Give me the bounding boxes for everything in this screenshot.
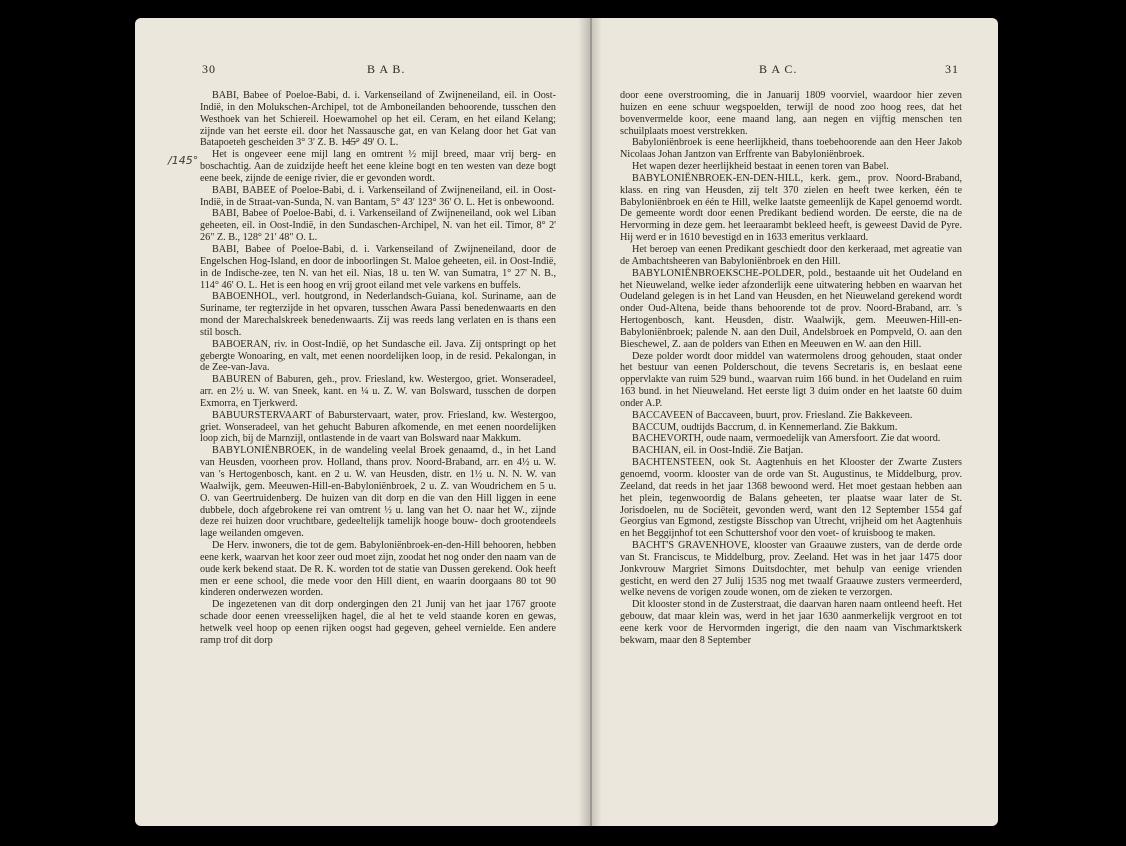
paragraph: Het wapen dezer heerlijkheid bestaat in eenen toren van Babel. (632, 161, 889, 173)
paragraph: door eene overstrooming, die in Januarij 1809 voorviel, waardoor hier zeven huizen en eene schuur wegspoelden, terwijl de nood zoo hoog rees, dat het bovenvermelde koor, eene maand lang, aan negen en vijftig menschen ten schuilplaats moest verstrekken. (620, 90, 962, 137)
right-page-number: 31 (945, 62, 959, 76)
paragraph: BACHEVORTH, oude naam, vermoedelijk van Amersfoort. Zie dat woord. (632, 433, 941, 445)
right-page-text (620, 90, 962, 647)
paragraph: BABYLONIËNBROEKSCHE-POLDER, pold., bestaande uit het Oudeland en het Nieuweland, welke ieder afzonderlijk eene uitwatering hebben en waarvan het Oudeland gelegen is in het Land van Heusden, en het Nieuweland gerekend wordt onder Oud-Altena, beide thans behoorende tot de prov. Noord-Braband, arr. 's Hertogenbosch, kant. Heusden, distr. Waalwijk, gem. Meeuwen-Hill-en-Babyloniënbroek; palende N. aan den Duil, Andelsbroek en Pompveld, O. aan den Bieschewel, Z. aan de polders van Ethen en Meeuwen en W. aan den Hill. (620, 267, 962, 350)
paragraph: De Herv. inwoners, die tot de gem. Babyloniënbroek-en-den-Hill behooren, hebben eene kerk, waarvan het koor zeer oud moet zijn, zoodat het nog onder den naam van de oude kerk bekend staat. De R. K. worden tot de statie van Dussen gerekend. Ook heeft men er eene school, die mede voor den Hill dient, en waarin doorgaans 80 tot 90 kinderen onderwezen worden. (200, 540, 556, 599)
paragraph: BABUREN of Baburen, geh., prov. Friesland, kw. Westergoo, griet. Wonseradeel, arr. en 2½ u. W. van Sneek, kant. en ¼ u. Z. W. van Bolsward, tusschen de dorpen Exmorra, en Tjerkwerd. (200, 374, 556, 409)
paragraph: BACCAVEEN of Baccaveen, buurt, prov. Friesland. Zie Bakkeveen. (632, 409, 913, 421)
left-page-number: 30 (202, 62, 216, 76)
paragraph: Deze polder wordt door middel van watermolens droog gehouden, staat onder het bestuur van eenen Polderschout, die tevens Secretaris is, en beslaat eene oppervlakte van ruim 529 bund., waarvan ruim 166 bund. in het Oudeland en ruim 163 bund. in het Nieuweland. Het eerste ligt 3 duim onder en het laatste 60 duim onder A.P. (620, 350, 962, 409)
paragraph: Het is ongeveer eene mijl lang en omtrent ½ mijl breed, maar vrij berg- en boschachtig. Aan de zuidzijde heeft het eene kleine bogt en ten westen van deze bogt eene beek, zijnde de eenige rivier, die er gevonden wordt. (200, 149, 556, 184)
right-running-head: B A C. (759, 62, 798, 76)
margin-note: /145° (168, 154, 199, 167)
paragraph: BACHTENSTEEN, ook St. Aagtenhuis en het Klooster der Zwarte Zusters genoemd, voorm. klooster van de orde van St. Augustinus, te Middelburg, prov. Zeeland, dat reeds in het jaar 1368 bewoond werd. Het moet gestaan hebben aan het plein, tegenwoordig de Balans geheeten, ter plaatse waar later de St. Jorisdoelen, nu de Sociëteit, gevonden werd, want den 12 September 1554 gaf Georgius van Egmond, zestigste Bisschop van Utrecht, vrijheid om het Aagtenhuis en het Beggijnhof tot een Schuttershof voor den voet- of kruisboog te maken. (620, 457, 962, 540)
paragraph: BABI, Babee of Poeloe-Babi, d. i. Varkenseiland of Zwijneneiland, ook wel Liban geheeten, eil. in Oost-Indië, in den Sundaschen-Archipel, N. van het eil. Timor, 8° 2' 26" Z. B., 128° 21' 48" O. L. (200, 208, 556, 244)
left-page-text (200, 90, 556, 647)
paragraph: BABI, BABEE of Poeloe-Babi, d. i. Varkenseiland of Zwijneneiland, eil. in Oost-Indië, in de Straat-van-Sunda, N. van Bantam, 5° 43' 123° 36' O. L. Het is onbewoond. (200, 184, 556, 208)
paragraph: Het beroep van eenen Predikant geschiedt door den kerkeraad, met agreatie van de Ambachtsheeren van Babyloniënbroek en den Hill. (620, 243, 962, 267)
paragraph: BABOERAN, riv. in Oost-Indië, op het Sundasche eil. Java. Zij ontspringt op het gebergte Wonoaring, en valt, met eenen noordelijken loop, in de resid. Pekalongan, in de Zee-van-Java. (200, 338, 556, 374)
paragraph: BACHIAN, eil. in Oost-Indië. Zie Batjan. (632, 445, 804, 457)
paragraph: BABUURSTERVAART of Baburstervaart, water, prov. Friesland, kw. Westergoo, griet. Wonseradeel, van het gehucht Baburen afkomende, en met eenen noordelijken loop zich, bij de Marnzijl, ontlastende in de vaart van Bolsward naar Makkum. (200, 409, 556, 445)
paragraph: BACCUM, oudtijds Baccrum, d. in Kennemerland. Zie Bakkum. (632, 421, 898, 433)
paragraph: Babyloniënbroek is eene heerlijkheid, thans toebehoorende aan den Heer Jakob Nicolaas Johan Jantzon van Erffrente van Babyloniënbroek. (620, 137, 962, 161)
paragraph: BABYLONIËNBROEK, in de wandeling veelal Broek genaamd, d., in het Land van Heusden, voorheen prov. Holland, thans prov. Noord-Braband, arr. en 4½ u. W. van 's Hertogenbosch, kant. en 2 u. W. van Heusden, distr. en 1½ u. N. N. W. van Waalwijk, gem. Meeuwen-Hill-en-Babyloniënbroek, 2 u. Z. van Woudrichem en 5 u. O. van Geertruidenberg. De huizen van dit dorp en die van den Hill liggen in eene dubbele, doch afgebrokene rei van omtrent ½ u. lang van het O. naar het W., zijnde deze rei huizen door vruchtbare, gedeeltelijk tamelijk hooge bouw- doch grootendeels lage weilanden omgeven. (200, 445, 556, 540)
paragraph: BABYLONIËNBROEK-EN-DEN-HILL, kerk. gem., prov. Noord-Braband, klass. en ring van Heusden, zij telt 370 zielen en heeft twee kerken, één te Babyloniënbroek en één te Hill, welke laatste gemeenlijk de Kapel genoemd wordt. De gemeente wordt door eenen Predikant bediend worden. De eerste, die na de Hervorming in deze gem. het leeraarambt bekleed heeft, is geweest David de Pyre. Hij werd er in 1610 bevestigd en in 1633 emeritus verklaard. (620, 172, 962, 244)
paragraph: BABI, Babee of Poeloe-Babi, d. i. Varkenseiland of Zwijneneiland, eil. in Oost-Indië, in den Molukschen-Archipel, tot de Amboneilanden behoorende, tusschen den Westhoek van het Schiereil. Hoewamohel op het eil. Ceram, en het eiland Kelang; zijnde van het eerste eil. door het Nassausche gat, en van Kelang door het Gat van Batapoeteh gescheiden 3° 3' Z. B. 1̶4̶5̶° 49' O. L. (200, 90, 556, 149)
paragraph: BACHT'S GRAVENHOVE, klooster van Graauwe zusters, van de derde orde van St. Franciscus, te Middelburg, prov. Zeeland. Het was in het jaar 1475 door Jonkvrouw Margriet Simons Duitsdochter, met behulp van eenige vrienden gesticht, en werd den 27 Julij 1535 nog met twaalf Graauwe zusters vermeerderd, welke nevens de vorigen zoude wonen, om de zieken te verzorgen. (620, 540, 962, 599)
left-running-head: B A B. (367, 62, 406, 76)
book-gutter-right (590, 18, 602, 826)
paragraph: Dit klooster stond in de Zusterstraat, die daarvan haren naam ontleend heeft. Het gebouw, dat maar klein was, werd in het jaar 1630 aanmerkelijk vergroot en tot eene kerk voor de Hervormden ingerigt, die den naam van Vischmarktskerk bekwam, maar den 8 September (620, 599, 962, 646)
paragraph: De ingezetenen van dit dorp ondergingen den 21 Junij van het jaar 1767 groote schade door eenen vreesselijken hagel, die al het te veld staande koren en gewas, hetwelk veel hoop op eenen rijken oogst had gegeven, geheel vernielde. Een andere ramp trof dit dorp (200, 599, 556, 646)
paragraph: BABI, Babee of Poeloe-Babi, d. i. Varkenseiland of Zwijneneiland, door de Engelschen Hog-Island, en door de inboorlingen St. Maloe geheeten, eil. in Oost-Indië, in de Indische-zee, ten N. van het eil. Nias, 18 u. ten W. van Sumatra, 1° 27' N. B., 114° 46' O. L. Het is een hoog en vrij groot eiland met vele varkens en buffels. (200, 243, 556, 291)
paragraph: BABOENHOL, verl. houtgrond, in Nederlandsch-Guiana, kol. Suriname, aan de Suriname, ter regterzijde in het opvaren, tusschen Awara Passi benedenwaarts en den mond der Marechalskreek benedenwaarts. Zij was reeds lang verlaten en is thans een stil bosch. (200, 291, 556, 338)
